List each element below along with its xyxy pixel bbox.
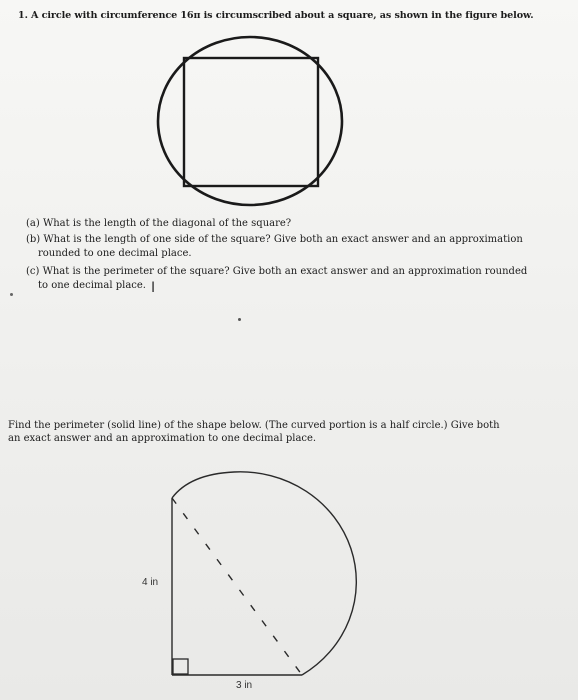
part-a-question: (a) What is the length of the diagonal of the square? xyxy=(26,218,292,229)
problem-2-statement-line1: Find the perimeter (solid line) of the shape below. (The curved portion is a half circle.) Give both xyxy=(8,420,500,431)
half-circle-arc xyxy=(172,472,356,675)
problem-1-statement: 1. A circle with circumference 16π is circumscribed about a square, as shown in the figure below. xyxy=(18,10,534,21)
text-cursor-icon: I xyxy=(151,280,156,296)
stray-dot xyxy=(238,318,241,321)
inscribed-square xyxy=(184,58,318,186)
part-b-question-line2: rounded to one decimal place. xyxy=(38,248,192,259)
problem-2-statement-line2: an exact answer and an approximation to one decimal place. xyxy=(8,433,317,444)
part-c-question-line2: to one decimal place. xyxy=(38,280,146,291)
dashed-diameter xyxy=(172,498,302,675)
right-angle-marker xyxy=(173,659,188,674)
circle-square-figure xyxy=(158,37,342,205)
height-label: 4 in xyxy=(142,577,159,588)
circumscribed-circle xyxy=(158,37,342,205)
part-c-question-line1: (c) What is the perimeter of the square? Give both an exact answer and an approximation rounded xyxy=(26,266,528,277)
base-label: 3 in xyxy=(236,680,253,691)
margin-dot xyxy=(10,293,13,296)
triangle-semicircle-figure xyxy=(172,472,356,675)
part-b-question-line1: (b) What is the length of one side of the square? Give both an exact answer and an approximation xyxy=(26,234,523,245)
